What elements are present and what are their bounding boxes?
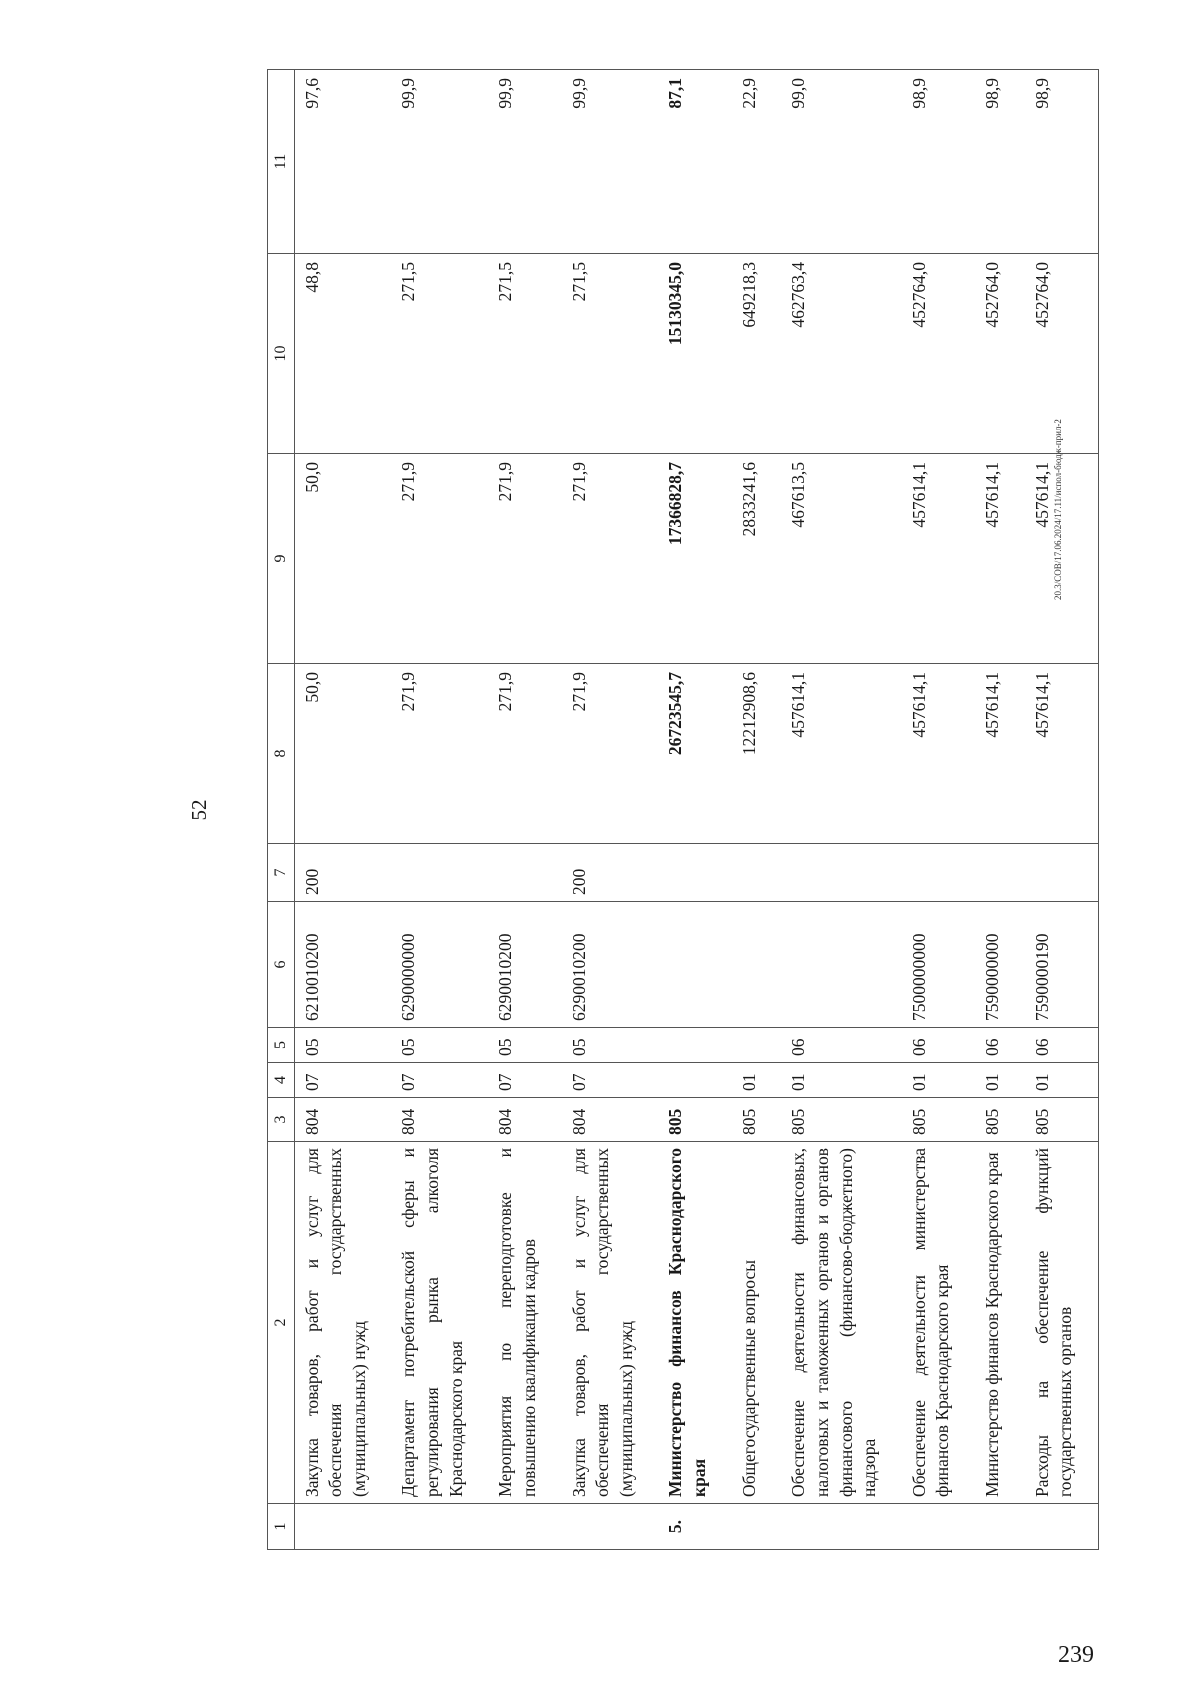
column-number-9: 9 [268,454,295,664]
sheet-number: 239 [1058,1642,1094,1668]
row-approved-amount: 271,9 [391,664,488,844]
row-target-code: 7590000190 [1025,902,1099,1028]
row-target-code: 7500000000 [902,902,975,1028]
row-ministry-code: 805 [658,1098,731,1142]
row-number [781,1504,902,1550]
table-row [562,70,659,1550]
row-name: Обеспечение деятельности финансовых, налоговых и таможенных органов и органов финансового (финансово-бюджетного) надзора [781,1142,902,1504]
row-budget-amount: 467613,5 [781,454,902,664]
row-name: Министерство финансов Краснодарского края [658,1142,731,1504]
row-executed-amount: 452764,0 [1025,254,1099,454]
row-name: Общегосударственные вопросы [732,1142,782,1504]
row-name: Обеспечение деятельности министерства финансов Краснодарского края [902,1142,975,1504]
column-number-7: 7 [268,844,295,902]
row-expense-type [781,844,902,902]
row-budget-amount: 50,0 [294,454,391,664]
row-execution-percent: 22,9 [732,70,782,254]
row-number [391,1504,488,1550]
row-number: 5. [658,1504,731,1550]
row-budget-amount: 457614,1 [1025,454,1099,664]
row-execution-percent: 99,9 [488,70,561,254]
table-row [294,70,391,1550]
row-executed-amount: 15130345,0 [658,254,731,454]
row-target-code: 6290010200 [562,902,659,1028]
column-number-6: 6 [268,902,295,1028]
row-budget-amount: 457614,1 [902,454,975,664]
row-ministry-code: 805 [975,1098,1025,1142]
row-number [902,1504,975,1550]
row-expense-type: 200 [294,844,391,902]
table-row [391,70,488,1550]
row-ministry-code: 805 [781,1098,902,1142]
row-approved-amount: 457614,1 [1025,664,1099,844]
row-subsection-code: 05 [294,1028,391,1063]
row-approved-amount: 26723545,7 [658,664,731,844]
row-executed-amount: 271,5 [562,254,659,454]
row-name: Закупка товаров, работ и услуг для обеспечения государственных (муниципальных) нужд [294,1142,391,1504]
rotated-page-content [175,70,1185,1550]
row-executed-amount: 271,5 [488,254,561,454]
row-target-code: 6290000000 [391,902,488,1028]
column-number-2: 2 [268,1142,295,1504]
row-section-code: 01 [1025,1063,1099,1098]
row-executed-amount: 452764,0 [902,254,975,454]
row-execution-percent: 99,9 [391,70,488,254]
table-row [658,70,731,1550]
column-number-8: 8 [268,664,295,844]
row-approved-amount: 271,9 [562,664,659,844]
row-ministry-code: 804 [294,1098,391,1142]
row-execution-percent: 98,9 [975,70,1025,254]
row-subsection-code [658,1028,731,1063]
table-body [294,70,1098,1550]
row-section-code: 01 [732,1063,782,1098]
row-expense-type [1025,844,1099,902]
row-name: Министерство финансов Краснодарского края [975,1142,1025,1504]
table-row [902,70,975,1550]
row-number [294,1504,391,1550]
row-approved-amount: 457614,1 [902,664,975,844]
column-number-3: 3 [268,1098,295,1142]
table-header [268,70,295,1550]
row-budget-amount: 271,9 [562,454,659,664]
footer-code: 20.3/СОВ/17.06.2024/17.11/испол-бюдж-прил-2 [1053,419,1063,600]
row-section-code: 01 [781,1063,902,1098]
row-subsection-code: 06 [1025,1028,1099,1063]
row-ministry-code: 805 [732,1098,782,1142]
column-number-1: 1 [268,1504,295,1550]
page-number: 52 [187,799,211,821]
row-name: Мероприятия по переподготовке и повышению квалификации кадров [488,1142,561,1504]
row-name: Расходы на обеспечение функций государственных органов [1025,1142,1099,1504]
row-approved-amount: 12212908,6 [732,664,782,844]
row-executed-amount: 452764,0 [975,254,1025,454]
row-expense-type [902,844,975,902]
row-budget-amount: 271,9 [488,454,561,664]
row-section-code: 01 [975,1063,1025,1098]
row-executed-amount: 48,8 [294,254,391,454]
table-row [781,70,902,1550]
row-target-code: 7590000000 [975,902,1025,1028]
row-section-code [658,1063,731,1098]
row-budget-amount: 17366828,7 [658,454,731,664]
row-ministry-code: 805 [1025,1098,1099,1142]
row-expense-type [488,844,561,902]
table-row [1025,70,1099,1550]
row-subsection-code: 06 [975,1028,1025,1063]
row-expense-type [975,844,1025,902]
row-subsection-code: 05 [562,1028,659,1063]
row-ministry-code: 805 [902,1098,975,1142]
row-subsection-code: 05 [488,1028,561,1063]
row-executed-amount: 649218,3 [732,254,782,454]
row-ministry-code: 804 [488,1098,561,1142]
row-execution-percent: 98,9 [902,70,975,254]
row-target-code [732,902,782,1028]
row-number [975,1504,1025,1550]
column-number-11: 11 [268,70,295,254]
row-budget-amount: 2833241,6 [732,454,782,664]
row-section-code: 07 [488,1063,561,1098]
row-expense-type [732,844,782,902]
row-number [1025,1504,1099,1550]
row-number [488,1504,561,1550]
row-target-code [658,902,731,1028]
row-expense-type [658,844,731,902]
row-subsection-code: 05 [391,1028,488,1063]
row-subsection-code: 06 [902,1028,975,1063]
row-subsection-code [732,1028,782,1063]
row-execution-percent: 98,9 [1025,70,1099,254]
row-number [732,1504,782,1550]
row-execution-percent: 99,0 [781,70,902,254]
row-target-code [781,902,902,1028]
row-ministry-code: 804 [391,1098,488,1142]
row-name: Департамент потребительской сферы и регулирования рынка алкоголя Краснодарского края [391,1142,488,1504]
table-row [488,70,561,1550]
row-executed-amount: 271,5 [391,254,488,454]
row-expense-type: 200 [562,844,659,902]
table-row [975,70,1025,1550]
row-approved-amount: 271,9 [488,664,561,844]
row-budget-amount: 271,9 [391,454,488,664]
row-section-code: 07 [391,1063,488,1098]
row-number [562,1504,659,1550]
row-target-code: 6210010200 [294,902,391,1028]
row-execution-percent: 99,9 [562,70,659,254]
row-section-code: 07 [294,1063,391,1098]
row-approved-amount: 50,0 [294,664,391,844]
row-budget-amount: 457614,1 [975,454,1025,664]
row-executed-amount: 462763,4 [781,254,902,454]
row-target-code: 6290010200 [488,902,561,1028]
row-ministry-code: 804 [562,1098,659,1142]
row-section-code: 01 [902,1063,975,1098]
column-number-10: 10 [268,254,295,454]
row-name: Закупка товаров, работ и услуг для обеспечения государственных (муниципальных) нужд [562,1142,659,1504]
row-execution-percent: 87,1 [658,70,731,254]
column-number-5: 5 [268,1028,295,1063]
row-expense-type [391,844,488,902]
row-subsection-code: 06 [781,1028,902,1063]
row-section-code: 07 [562,1063,659,1098]
budget-table [267,69,1099,1550]
row-approved-amount: 457614,1 [975,664,1025,844]
column-number-4: 4 [268,1063,295,1098]
row-approved-amount: 457614,1 [781,664,902,844]
table-row [732,70,782,1550]
row-execution-percent: 97,6 [294,70,391,254]
